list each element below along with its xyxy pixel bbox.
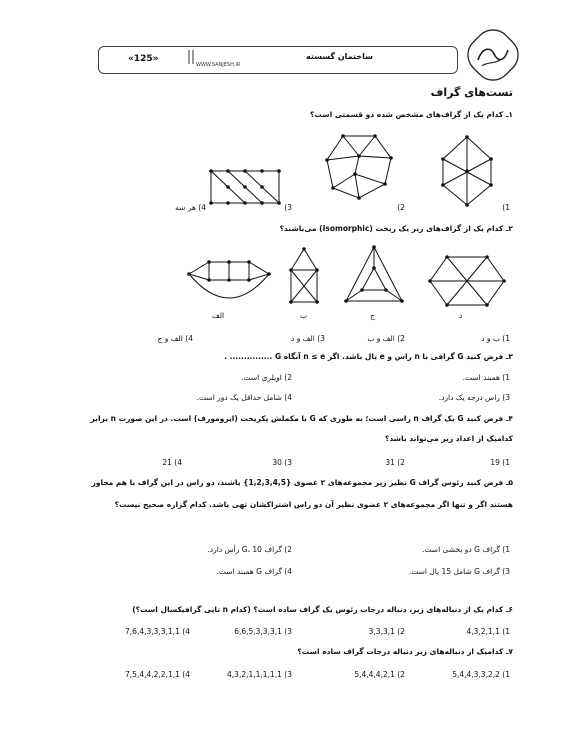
q3-option-3[interactable]: 3) راس درجه یک دارد. (438, 393, 510, 402)
question-4-line-1: ۴ـ فرض کنید G یک گراف n راسی است؛ به طوری که G با مکملش یکریخت (ایزومورف) است. در این صورت n برابر (90, 414, 513, 423)
q6-option-1[interactable]: 1) 4,3,2,1,1 (466, 627, 510, 636)
q2-label-d: د (459, 311, 463, 320)
question-2: ۲ـ کدام یک از گراف‌های زیر یک ریخت (Isomorphic) می‌باشند؟ (279, 224, 513, 233)
section-title: تست‌های گراف (430, 86, 513, 99)
q2-label-c: ج (370, 311, 375, 320)
q2-option-3[interactable]: 3) الف و د (291, 334, 325, 343)
q2-label-alef: الف (212, 311, 225, 320)
q1-graph-1 (437, 135, 497, 207)
q5-option-1[interactable]: 1) گراف G دو بخشی است. (422, 545, 510, 554)
q6-option-3[interactable]: 3) 6,6,5,3,3,3,1 (234, 627, 292, 636)
question-5-line-1: ۵ـ فرض کنید رئوس گراف G نظیر زیر مجموعه‌های ۲ عضوی {1,2,3,4,5} باشند، دو راس در این گراف با هم مجاور (91, 478, 513, 487)
question-7: ۷ـ کدامیک از دنباله‌های زیر دنباله درجات گراف ساده است؟ (297, 647, 513, 656)
q4-option-4[interactable]: 4) 21 (162, 458, 182, 467)
q3-option-4[interactable]: 4) شامل حداقل یک دور است. (196, 393, 292, 402)
publisher-logo (464, 26, 522, 84)
q1-option-3[interactable]: 3) (284, 203, 292, 212)
q1-option-2[interactable]: 2) (397, 203, 405, 212)
q5-option-2[interactable]: 2) گراف G، 10 رأس دارد. (207, 545, 292, 554)
q2-graph-b (283, 248, 325, 304)
q7-option-4[interactable]: 4) 7,5,4,4,2,2,1,1 (125, 670, 190, 679)
q3-option-2[interactable]: 2) اویلری است. (241, 373, 292, 382)
chapter-title: ساختمان گسسته (306, 52, 373, 61)
q4-option-2[interactable]: 2) 31 (385, 458, 405, 467)
q2-graph-d (429, 256, 505, 306)
q7-option-3[interactable]: 3) 4,3,2,1,1,1,1,1 (227, 670, 292, 679)
q6-option-2[interactable]: 2) 3,3,3,1 (368, 627, 405, 636)
question-3: ۳ـ فرض کنید G گرافی با n راس و e یال باشد. اگر n ≤ e آنگاه G ............... . (224, 352, 513, 361)
q5-option-3[interactable]: 3) گراف G شامل 15 یال است. (408, 567, 510, 576)
q4-option-1[interactable]: 1) 19 (490, 458, 510, 467)
dotted-marker (188, 50, 196, 64)
q2-option-2[interactable]: 2) الف و ب (367, 334, 405, 343)
q7-option-1[interactable]: 1) 5,4,4,3,3,2,2 (452, 670, 510, 679)
q1-option-1[interactable]: 1) (502, 203, 510, 212)
q6-option-4[interactable]: 4) 7,6,4,3,3,3,1,1 (125, 627, 190, 636)
website-link[interactable]: WWW.SANJESH.IR (196, 62, 241, 68)
q7-option-2[interactable]: 2) 5,4,4,4,2,1 (354, 670, 405, 679)
q1-graph-3 (210, 170, 280, 204)
q4-option-3[interactable]: 3) 30 (272, 458, 292, 467)
q2-option-4[interactable]: 4) الف و ج (157, 334, 193, 343)
q1-option-4[interactable]: 4) هر سه (175, 203, 206, 212)
q2-graph-c (345, 246, 403, 302)
question-4-line-2: کدامیک از اعداد زیر می‌تواند باشد؟ (385, 434, 513, 443)
q1-graph-2 (325, 134, 393, 200)
q2-label-b: ب (300, 311, 308, 320)
question-1: ۱ـ کدام یک از گراف‌های مشخص شده دو قسمتی است؟ (309, 110, 513, 119)
q5-option-4[interactable]: 4) گراف G همبند است. (216, 567, 292, 576)
page-number: «125» (128, 54, 159, 64)
question-5-line-2: هستند اگر و تنها اگر مجموعه‌های ۲ عضوی نظیر آن دو راس اشتراکشان تهی باشد. کدام گزاره صحیح نیست؟ (114, 500, 513, 509)
question-6: ۶ـ کدام یک از دنباله‌های زیر، دنباله درجات رئوس یک گراف ساده است؟ (کدام n تایی گرافیکسال است؟) (132, 605, 513, 614)
q3-option-1[interactable]: 1) همبند است. (462, 373, 510, 382)
q2-option-1[interactable]: 1) ب و د (481, 334, 510, 343)
q2-graph-alef (188, 256, 270, 306)
